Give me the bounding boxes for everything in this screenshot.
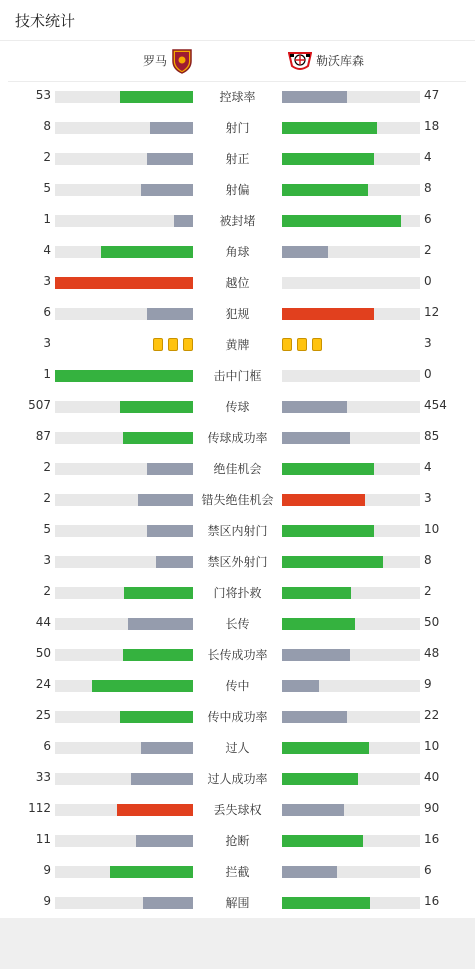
away-value: 10 — [424, 739, 440, 753]
away-bar-fill — [282, 618, 355, 630]
home-bar-track — [55, 742, 193, 754]
away-bar-track — [282, 277, 420, 289]
away-bar-track — [282, 246, 420, 258]
yellow-card-icon — [183, 338, 193, 351]
away-bar-fill — [282, 122, 377, 134]
away-yellow-cards — [282, 338, 420, 351]
home-value: 3 — [43, 274, 51, 288]
stat-row — [0, 268, 475, 299]
stat-label: 过人 — [225, 741, 250, 755]
home-bar-fill — [150, 122, 193, 134]
home-bar-track — [55, 680, 193, 692]
away-value: 47 — [424, 88, 440, 102]
page-title: 技术统计 — [15, 12, 76, 30]
home-bar-fill — [138, 494, 193, 506]
away-value: 8 — [424, 553, 432, 567]
away-bar-track — [282, 804, 420, 816]
home-bar-track — [55, 494, 193, 506]
stat-label: 门将扑救 — [213, 586, 262, 600]
home-bar-track — [55, 835, 193, 847]
home-value: 50 — [35, 646, 51, 660]
home-bar-track — [55, 463, 193, 475]
away-bar-track — [282, 91, 420, 103]
home-bar-fill — [156, 556, 193, 568]
home-value: 3 — [43, 336, 51, 350]
away-bar-fill — [282, 649, 350, 661]
away-bar-fill — [282, 773, 358, 785]
away-bar-fill — [282, 184, 368, 196]
stat-row — [0, 392, 475, 423]
stat-row — [0, 733, 475, 764]
away-bar-track — [282, 587, 420, 599]
away-bar-fill — [282, 153, 374, 165]
home-value: 6 — [43, 739, 51, 753]
home-value: 24 — [35, 677, 51, 691]
home-bar-fill — [120, 711, 193, 723]
home-value: 112 — [28, 801, 51, 815]
away-bar-track — [282, 618, 420, 630]
stat-label: 控球率 — [219, 90, 256, 104]
away-value: 6 — [424, 212, 432, 226]
home-bar-fill — [110, 866, 193, 878]
away-bar-track — [282, 153, 420, 165]
home-bar-track — [55, 246, 193, 258]
home-bar-fill — [55, 370, 193, 382]
stat-row — [0, 144, 475, 175]
away-bar-fill — [282, 680, 319, 692]
home-bar-fill — [136, 835, 193, 847]
home-value: 53 — [35, 88, 51, 102]
yellow-card-icon — [282, 338, 292, 351]
home-bar-track — [55, 556, 193, 568]
home-value: 1 — [43, 367, 51, 381]
away-bar-track — [282, 494, 420, 506]
home-bar-fill — [124, 587, 193, 599]
away-value: 8 — [424, 181, 432, 195]
stat-label: 传中 — [225, 679, 250, 693]
home-value: 2 — [43, 150, 51, 164]
stat-row — [0, 299, 475, 330]
home-value: 5 — [43, 181, 51, 195]
away-bar-fill — [282, 494, 365, 506]
away-value: 12 — [424, 305, 440, 319]
home-value: 6 — [43, 305, 51, 319]
stat-row — [0, 175, 475, 206]
home-bar-fill — [120, 91, 193, 103]
yellow-card-icon — [297, 338, 307, 351]
stats-list — [0, 82, 475, 919]
home-team-name: 罗马 — [143, 54, 168, 68]
home-bar-track — [55, 711, 193, 723]
stat-row — [0, 330, 475, 361]
stat-row — [0, 578, 475, 609]
home-value: 25 — [35, 708, 51, 722]
away-bar-fill — [282, 897, 370, 909]
stat-label: 传中成功率 — [207, 710, 268, 724]
home-bar-track — [55, 866, 193, 878]
away-bar-fill — [282, 91, 347, 103]
stat-row — [0, 702, 475, 733]
home-value: 2 — [43, 491, 51, 505]
stat-label: 角球 — [225, 245, 250, 259]
yellow-card-icon — [153, 338, 163, 351]
away-bar-fill — [282, 866, 337, 878]
away-bar-track — [282, 835, 420, 847]
away-bar-track — [282, 866, 420, 878]
home-bar-track — [55, 804, 193, 816]
away-value: 4 — [424, 150, 432, 164]
home-bar-track — [55, 184, 193, 196]
away-value: 16 — [424, 894, 440, 908]
home-value: 87 — [35, 429, 51, 443]
home-bar-fill — [120, 401, 193, 413]
home-bar-fill — [123, 649, 193, 661]
stat-label: 传球 — [225, 400, 250, 414]
away-bar-fill — [282, 587, 351, 599]
home-bar-fill — [123, 432, 193, 444]
home-bar-fill — [141, 742, 193, 754]
home-bar-fill — [101, 246, 193, 258]
away-value: 50 — [424, 615, 440, 629]
home-bar-fill — [128, 618, 193, 630]
home-bar-fill — [174, 215, 193, 227]
home-value: 2 — [43, 584, 51, 598]
home-bar-track — [55, 277, 193, 289]
stat-label: 击中门框 — [213, 369, 262, 383]
home-bar-track — [55, 618, 193, 630]
away-value: 10 — [424, 522, 440, 536]
away-value: 2 — [424, 243, 432, 257]
away-value: 90 — [424, 801, 440, 815]
home-bar-fill — [117, 804, 193, 816]
away-bar-fill — [282, 246, 328, 258]
yellow-card-icon — [312, 338, 322, 351]
stat-row — [0, 423, 475, 454]
home-value: 8 — [43, 119, 51, 133]
away-bar-fill — [282, 804, 344, 816]
home-value: 9 — [43, 894, 51, 908]
away-bar-fill — [282, 463, 374, 475]
home-bar-fill — [147, 463, 193, 475]
stat-row — [0, 454, 475, 485]
stat-label: 越位 — [225, 276, 250, 290]
away-value: 0 — [424, 367, 432, 381]
stat-label: 禁区内射门 — [207, 524, 268, 538]
away-bar-track — [282, 556, 420, 568]
home-value: 507 — [28, 398, 51, 412]
away-value: 6 — [424, 863, 432, 877]
home-value: 11 — [35, 832, 51, 846]
away-value: 48 — [424, 646, 440, 660]
stat-row — [0, 82, 475, 113]
away-value: 2 — [424, 584, 432, 598]
home-bar-fill — [55, 277, 193, 289]
stat-label: 犯规 — [225, 307, 250, 321]
home-bar-track — [55, 401, 193, 413]
home-bar-track — [55, 897, 193, 909]
stat-label: 解围 — [225, 896, 250, 910]
stat-row — [0, 113, 475, 144]
away-bar-track — [282, 742, 420, 754]
home-bar-track — [55, 587, 193, 599]
away-bar-track — [282, 370, 420, 382]
stat-label: 抢断 — [225, 834, 250, 848]
home-bar-track — [55, 91, 193, 103]
away-bar-track — [282, 680, 420, 692]
stat-label: 过人成功率 — [207, 772, 268, 786]
away-bar-fill — [282, 401, 347, 413]
home-bar-track — [55, 773, 193, 785]
away-bar-track — [282, 897, 420, 909]
away-bar-track — [282, 184, 420, 196]
home-value: 3 — [43, 553, 51, 567]
stat-row — [0, 888, 475, 919]
away-bar-fill — [282, 556, 383, 568]
stat-row — [0, 206, 475, 237]
away-bar-track — [282, 649, 420, 661]
stat-label: 长传 — [225, 617, 250, 631]
home-value: 5 — [43, 522, 51, 536]
stat-label: 丢失球权 — [213, 803, 262, 817]
stat-row — [0, 671, 475, 702]
home-value: 9 — [43, 863, 51, 877]
away-value: 9 — [424, 677, 432, 691]
away-value: 4 — [424, 460, 432, 474]
home-bar-track — [55, 308, 193, 320]
home-bar-fill — [143, 897, 193, 909]
home-bar-track — [55, 215, 193, 227]
away-bar-fill — [282, 215, 401, 227]
away-bar-track — [282, 432, 420, 444]
away-value: 454 — [424, 398, 447, 412]
away-value: 85 — [424, 429, 440, 443]
away-value: 3 — [424, 491, 432, 505]
away-value: 40 — [424, 770, 440, 784]
stat-row — [0, 764, 475, 795]
away-bar-fill — [282, 525, 374, 537]
away-bar-track — [282, 215, 420, 227]
stat-label: 传球成功率 — [207, 431, 268, 445]
roma-crest-icon — [171, 48, 193, 74]
away-value: 3 — [424, 336, 432, 350]
home-value: 33 — [35, 770, 51, 784]
away-bar-fill — [282, 742, 369, 754]
home-bar-track — [55, 649, 193, 661]
home-bar-fill — [92, 680, 193, 692]
away-bar-fill — [282, 835, 363, 847]
away-bar-fill — [282, 711, 347, 723]
stat-label: 射门 — [225, 121, 250, 135]
stat-label: 被封堵 — [219, 214, 256, 228]
stat-label: 绝佳机会 — [213, 462, 262, 476]
away-bar-track — [282, 525, 420, 537]
home-bar-track — [55, 122, 193, 134]
away-value: 22 — [424, 708, 440, 722]
stat-label: 禁区外射门 — [207, 555, 268, 569]
stat-row — [0, 547, 475, 578]
stat-row — [0, 485, 475, 516]
teams-header — [8, 41, 466, 82]
stat-row — [0, 826, 475, 857]
away-team-name: 勒沃库森 — [316, 54, 365, 68]
away-bar-track — [282, 773, 420, 785]
stat-row — [0, 609, 475, 640]
away-bar-track — [282, 308, 420, 320]
stat-row — [0, 516, 475, 547]
home-value: 44 — [35, 615, 51, 629]
home-yellow-cards — [55, 338, 193, 351]
home-bar-track — [55, 370, 193, 382]
home-bar-fill — [147, 308, 193, 320]
home-bar-track — [55, 525, 193, 537]
stat-row — [0, 640, 475, 671]
home-bar-track — [55, 432, 193, 444]
stat-label: 射正 — [225, 152, 250, 166]
home-bar-track — [55, 153, 193, 165]
away-bar-fill — [282, 432, 350, 444]
stat-row — [0, 361, 475, 392]
home-value: 2 — [43, 460, 51, 474]
away-value: 16 — [424, 832, 440, 846]
away-bar-track — [282, 401, 420, 413]
home-value: 1 — [43, 212, 51, 226]
away-bar-fill — [282, 308, 374, 320]
home-bar-fill — [131, 773, 193, 785]
stat-label: 长传成功率 — [207, 648, 268, 662]
home-bar-fill — [147, 525, 193, 537]
away-bar-track — [282, 463, 420, 475]
home-bar-fill — [147, 153, 193, 165]
stat-label: 错失绝佳机会 — [201, 493, 274, 507]
away-bar-track — [282, 122, 420, 134]
away-bar-track — [282, 711, 420, 723]
stat-row — [0, 237, 475, 268]
home-bar-fill — [141, 184, 193, 196]
stat-label: 拦截 — [225, 865, 250, 879]
stat-row — [0, 857, 475, 888]
stat-label: 射偏 — [225, 183, 250, 197]
stat-row — [0, 795, 475, 826]
away-value: 0 — [424, 274, 432, 288]
stat-label: 黄牌 — [225, 338, 250, 352]
leverkusen-crest-icon — [288, 50, 312, 72]
away-value: 18 — [424, 119, 440, 133]
home-value: 4 — [43, 243, 51, 257]
yellow-card-icon — [168, 338, 178, 351]
